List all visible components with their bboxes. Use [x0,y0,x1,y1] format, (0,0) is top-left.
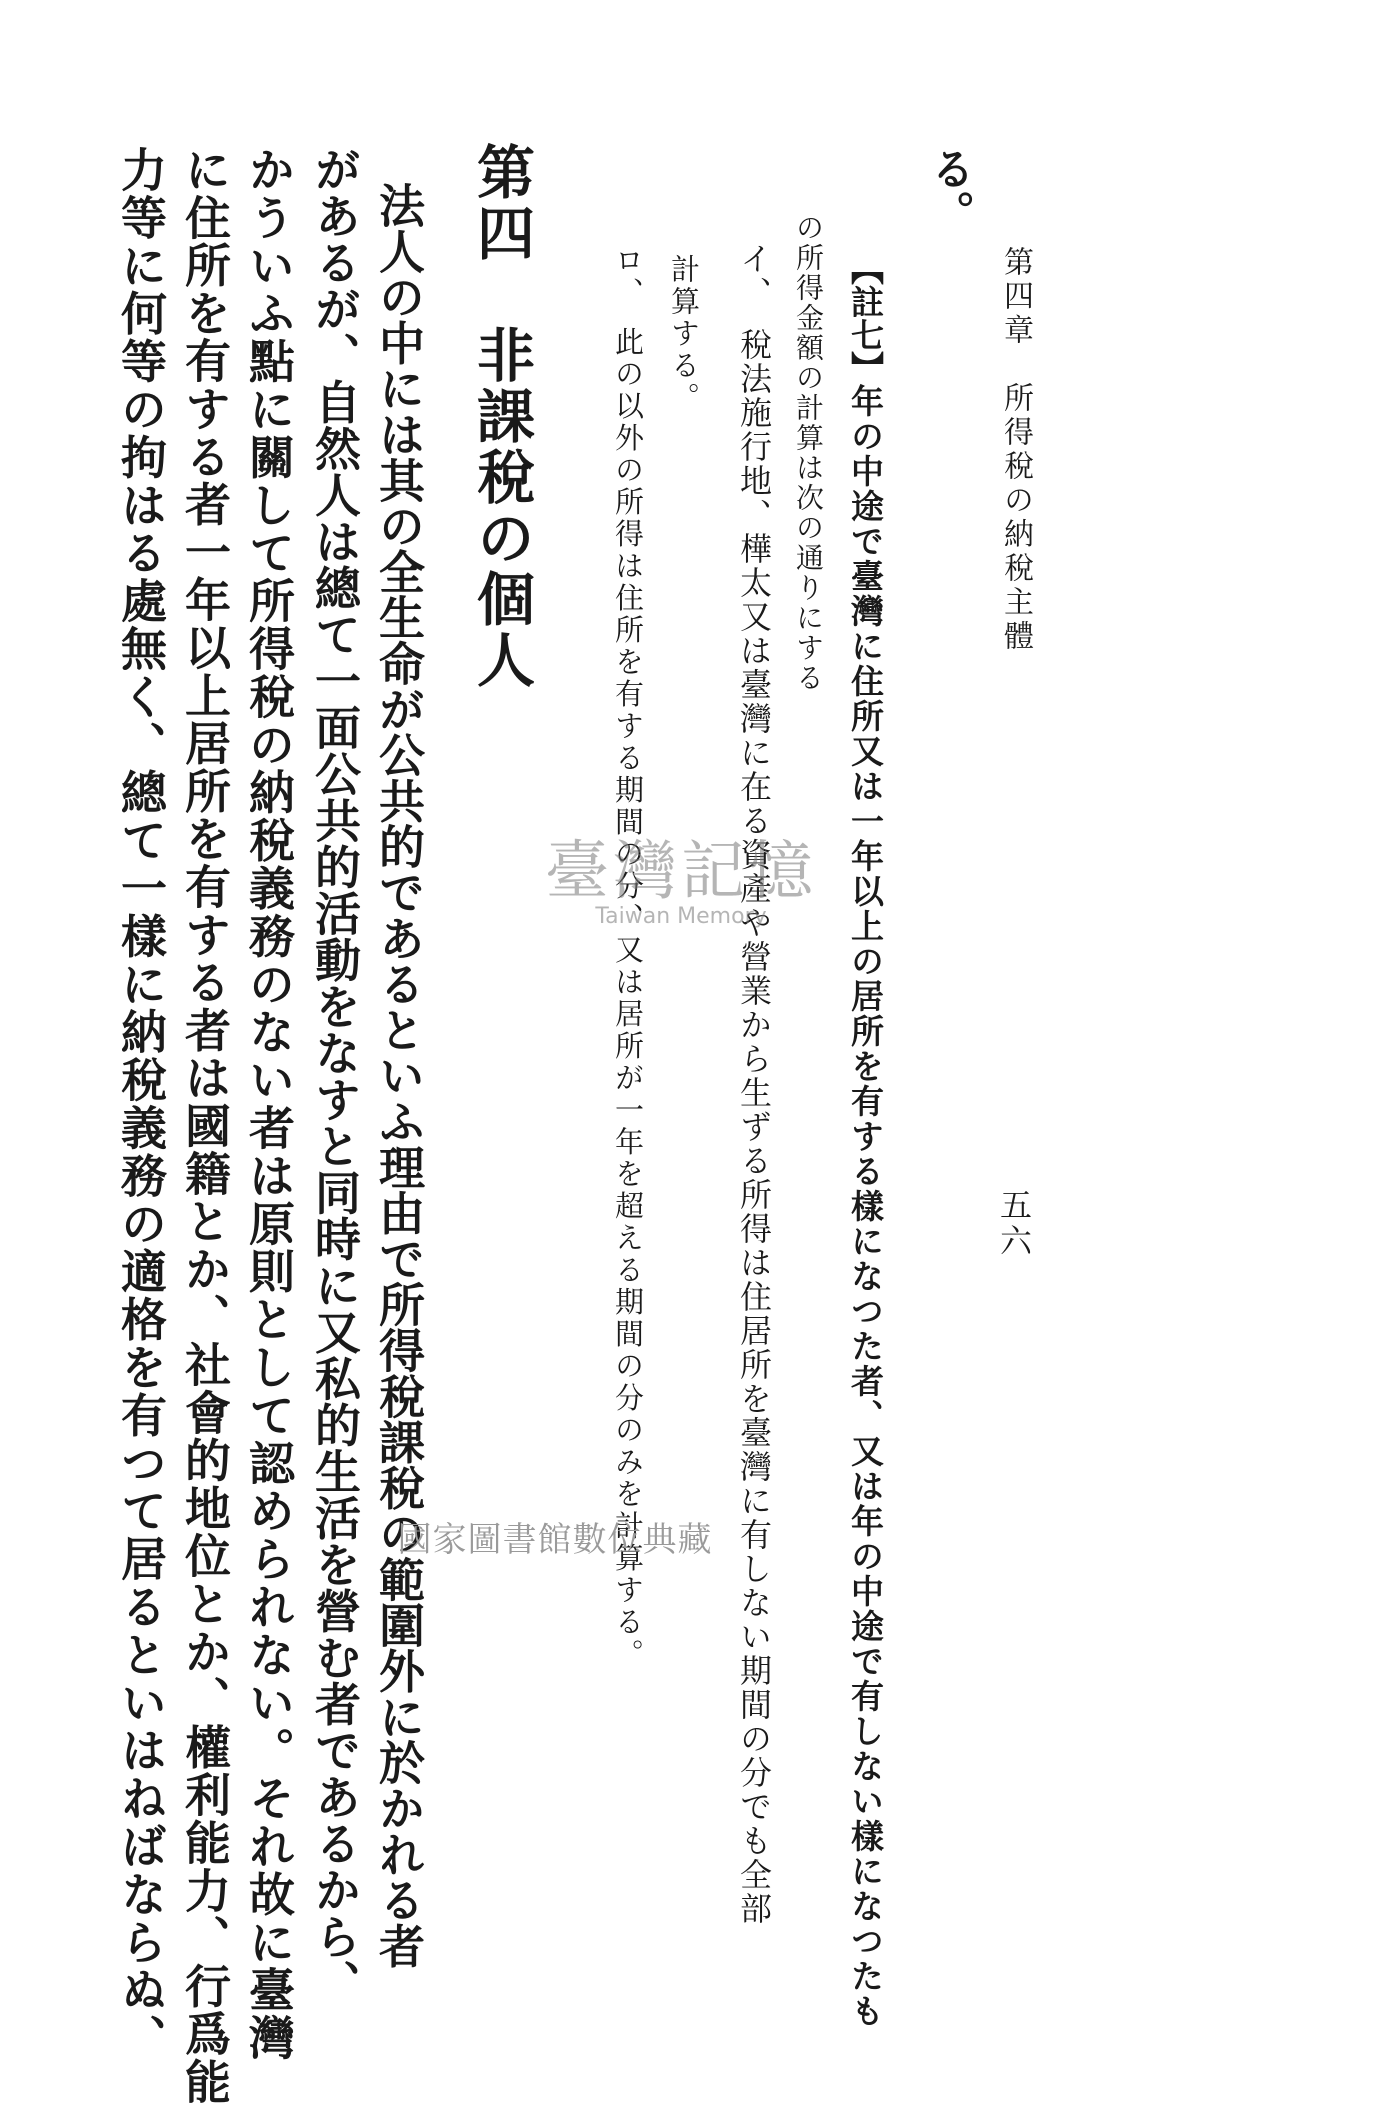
archive-footer: 國家圖書館數位典藏 [397,1520,713,1560]
note-item-i: イ、 稅法施行地、樺太又は臺灣に在る資產や營業から生ずる所得は住居所を臺灣に有しない期間の分でも全部 [735,242,773,1926]
section-heading: 第四 非課稅の個人 [467,142,535,691]
body-line-3: かういふ點に關して所得稅の納稅義務のない者は原則として認められない。それ故に臺灣 [242,146,296,2062]
note-first-line [846,252,885,2029]
note-line-2: の所得金額の計算は次の通りにする [792,213,825,693]
continued-sentence-end: る。 [923,146,974,234]
body-line-2: があるが、自然人は總て一面公共的活動をなすと同時に又私的生活を營む者であるから、 [308,146,362,2006]
note-line-1: 年の中途で臺灣に住所又は一年以上の居所を有する樣になつた者、又は年の中途で有しない樣になつたも [846,384,885,2029]
body-line-4: に住所を有する者一年以上居所を有する者は國籍とか、社會的地位とか、權利能力、行爲能 [178,146,232,2106]
library-watermark [545,820,817,929]
body-line-5: 力等に何等の拘はる處無く、總て一樣に納稅義務の適格を有つて居るといはねばならぬ、 [114,146,168,2062]
note-item-i-continuation: 計算する。 [667,254,701,414]
page-number: 五六 [995,1188,1033,1260]
watermark-english: Taiwan Memory [595,904,767,929]
note-label: 【註七】 [846,252,885,384]
note-item-ro: ロ、 此の以外の所得は住所を有する期間の分、又は居所が一年を超える期間の分のみを計算する。 [611,245,645,1671]
running-header: 第四章 所得稅の納稅主體 [998,246,1033,654]
watermark-logo-text: 臺灣記憶 [545,835,817,909]
body-line-1: 法人の中には其の全生命が公共的であるといふ理由で所得稅課稅の範圍外に於かれる者 [372,182,426,1969]
